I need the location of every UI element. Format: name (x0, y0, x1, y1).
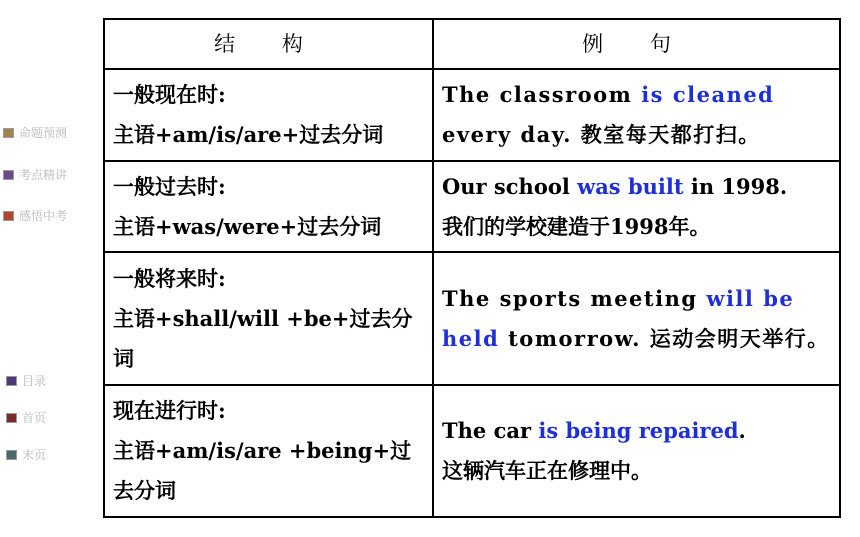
tense-formula: 主语+was/were+过去分词 (113, 213, 382, 239)
table-row (104, 69, 840, 161)
example-highlight: is being repaired (538, 418, 739, 443)
square-bullet-icon (6, 413, 17, 423)
square-bullet-icon (3, 211, 14, 221)
side-navigation (0, 0, 100, 537)
example-text: The sports meeting (442, 285, 707, 311)
table-row (104, 252, 840, 385)
example-cell (433, 385, 840, 517)
example-highlight: was built (577, 173, 684, 199)
tense-label: 一般将来时: (113, 265, 226, 291)
example-translation: 教室每天都打扫。 (580, 122, 761, 147)
example-cell (433, 252, 840, 385)
table-row (104, 161, 840, 252)
example-text: tomorrow. (499, 325, 641, 351)
example-text: The classroom (442, 82, 642, 107)
structure-cell (104, 69, 433, 161)
example-text: in 1998. (683, 173, 788, 199)
nav-label: 考点精讲 (19, 168, 68, 182)
table-row (104, 385, 840, 517)
example-cell (433, 161, 840, 252)
example-cell (433, 69, 840, 161)
nav-label: 目录 (22, 374, 47, 388)
nav-item-exam-insight[interactable] (3, 207, 67, 224)
structure-cell (104, 252, 433, 385)
nav-label: 命题预测 (19, 126, 68, 140)
example-text: every day. (442, 122, 572, 147)
tense-label: 现在进行时: (113, 398, 226, 423)
tense-formula: 主语+shall/will +be+过去分词 (113, 305, 413, 371)
example-text: Our school (442, 173, 578, 199)
example-translation: 这辆汽车正在修理中。 (442, 458, 652, 483)
nav-item-last-page[interactable] (6, 446, 46, 463)
nav-item-contents[interactable] (6, 372, 46, 389)
nav-item-exam-forecast[interactable] (3, 124, 67, 141)
nav-item-first-page[interactable] (6, 409, 46, 426)
example-highlight: will be held (442, 285, 795, 351)
nav-label: 末页 (22, 448, 47, 462)
example-text: . (738, 418, 746, 443)
tense-label: 一般现在时: (113, 82, 226, 107)
example-translation: 运动会明天举行。 (649, 325, 830, 351)
structure-cell (104, 385, 433, 517)
square-bullet-icon (6, 376, 17, 386)
nav-label: 感悟中考 (19, 209, 68, 223)
nav-item-key-points[interactable] (3, 166, 67, 183)
passive-voice-table (103, 18, 841, 518)
tense-label: 一般过去时: (113, 173, 226, 199)
example-highlight: is cleaned (641, 82, 775, 107)
square-bullet-icon (3, 170, 14, 180)
example-text: The car (442, 418, 539, 443)
example-translation: 我们的学校建造于1998年。 (442, 213, 711, 239)
header-structure: 结 构 (104, 19, 433, 69)
square-bullet-icon (6, 450, 17, 460)
nav-label: 首页 (22, 411, 47, 425)
square-bullet-icon (3, 128, 14, 138)
tense-formula: 主语+am/is/are+过去分词 (113, 122, 384, 147)
table-header-row (104, 19, 840, 69)
tense-formula: 主语+am/is/are +being+过去分词 (113, 438, 412, 503)
structure-cell (104, 161, 433, 252)
header-example: 例 句 (433, 19, 840, 69)
